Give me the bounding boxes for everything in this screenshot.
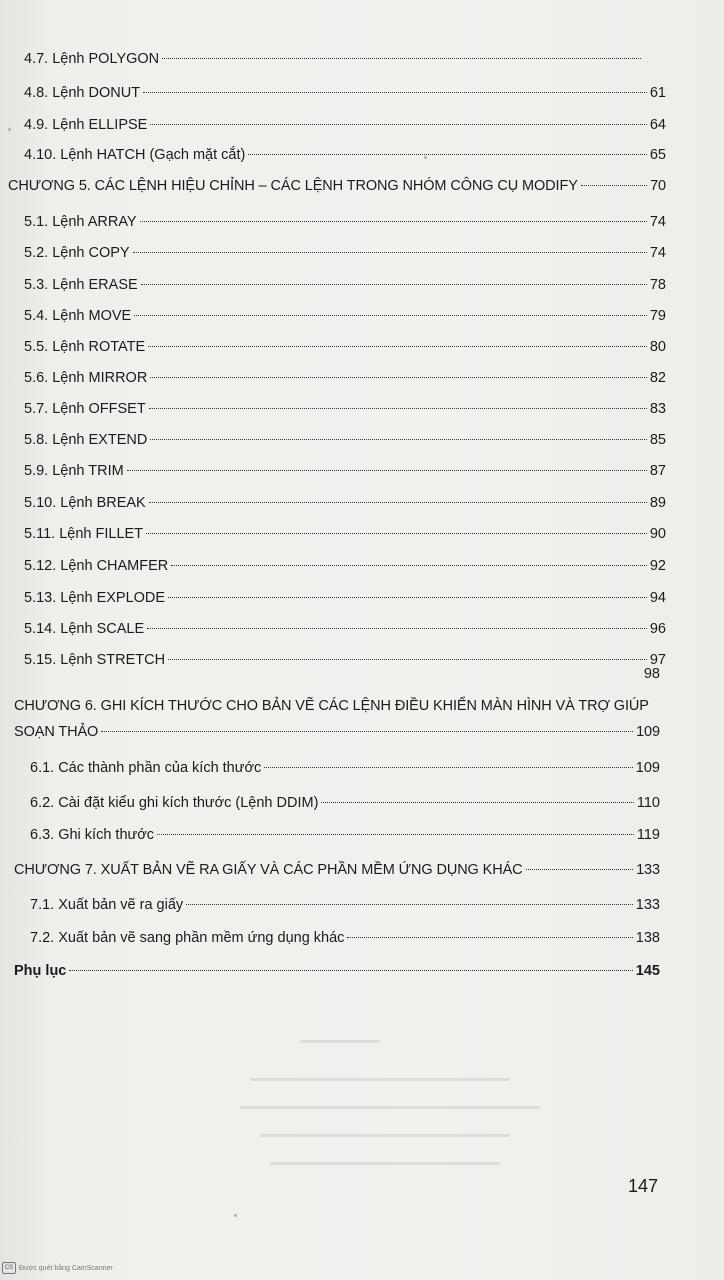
toc-entry[interactable] <box>24 589 666 607</box>
toc-chapter-label: CHƯƠNG 5. CÁC LỆNH HIỆU CHỈNH – CÁC LỆNH TRONG NHÓM CÔNG CỤ MODIFY <box>8 178 578 194</box>
toc-entry-page: 89 <box>649 495 666 511</box>
toc-leader-dots <box>162 58 641 59</box>
camscanner-logo-icon: CS <box>2 1262 16 1274</box>
toc-entry[interactable] <box>24 369 666 387</box>
toc-entry-page: 83 <box>649 401 666 417</box>
toc-entry-label: 5.5. Lệnh ROTATE <box>24 339 146 355</box>
toc-entry[interactable] <box>30 794 660 812</box>
toc-entry-page: 145 <box>635 963 660 979</box>
toc-entry-page: 98 <box>643 666 660 682</box>
toc-appendix[interactable] <box>14 962 660 980</box>
toc-entry-label: 5.8. Lệnh EXTEND <box>24 432 148 448</box>
toc-entry-label: 5.4. Lệnh MOVE <box>24 308 132 324</box>
toc-entry[interactable] <box>24 338 666 356</box>
toc-entry[interactable] <box>24 276 666 294</box>
toc-leader-dots <box>147 628 647 629</box>
toc-entry-page: 61 <box>649 85 666 101</box>
toc-entry-label: 5.14. Lệnh SCALE <box>24 621 145 637</box>
toc-entry-label: 5.13. Lệnh EXPLODE <box>24 590 166 606</box>
toc-entry-page: 74 <box>649 214 666 230</box>
toc-leader-dots <box>150 377 647 378</box>
toc-entry-page: 109 <box>636 724 660 740</box>
toc-entry-page: 97 <box>649 652 666 668</box>
toc-entry-page: 82 <box>649 370 666 386</box>
toc-entry[interactable] <box>24 665 660 683</box>
toc-leader-dots <box>171 565 647 566</box>
toc-leader-dots <box>526 869 634 870</box>
toc-entry-label: 7.1. Xuất bản vẽ ra giấy <box>30 897 184 913</box>
toc-leader-dots <box>149 408 647 409</box>
toc-entry-label: 6.3. Ghi kích thước <box>30 827 154 843</box>
toc-entry-label: Phụ lục <box>14 963 67 979</box>
toc-entry[interactable] <box>30 759 660 777</box>
toc-leader-dots <box>168 659 647 660</box>
toc-leader-dots <box>127 470 647 471</box>
toc-entry-label: 5.2. Lệnh COPY <box>24 245 130 261</box>
toc-leader-dots <box>149 502 647 503</box>
toc-leader-dots <box>134 315 647 316</box>
toc-leader-dots <box>264 767 633 768</box>
page-number: 147 <box>628 1176 659 1196</box>
toc-entry[interactable] <box>30 896 660 914</box>
toc-leader-dots <box>168 597 647 598</box>
toc-chapter-6[interactable] <box>14 697 654 715</box>
toc-entry-label: 4.8. Lệnh DONUT <box>24 85 141 101</box>
toc-entry-page: 94 <box>649 590 666 606</box>
toc-leader-dots <box>69 970 632 971</box>
toc-entry-page: 92 <box>649 558 666 574</box>
toc-entry[interactable] <box>24 494 666 512</box>
toc-leader-dots <box>150 124 647 125</box>
toc-entry[interactable] <box>24 400 666 418</box>
toc-entry-label: 4.10. Lệnh HATCH (Gạch mặt cắt) <box>24 147 246 163</box>
toc-entry[interactable] <box>24 557 666 575</box>
toc-entry-page: 90 <box>649 526 666 542</box>
toc-entry[interactable] <box>24 431 666 449</box>
toc-entry-page: 119 <box>636 827 660 843</box>
toc-entry[interactable] <box>24 213 666 231</box>
toc-leader-dots <box>133 252 647 253</box>
toc-entry-page: 138 <box>635 930 660 946</box>
toc-entry[interactable] <box>24 50 644 68</box>
toc-leader-dots <box>186 904 633 905</box>
toc-leader-dots <box>248 154 647 155</box>
toc-leader-dots <box>101 731 633 732</box>
toc-leader-dots <box>146 533 647 534</box>
toc-entry[interactable] <box>24 146 666 164</box>
toc-entry[interactable] <box>24 116 666 134</box>
toc-entry[interactable] <box>30 929 660 947</box>
scanner-watermark <box>2 1262 113 1274</box>
toc-entry-label: 4.7. Lệnh POLYGON <box>24 51 160 67</box>
watermark-text: Được quét bằng CamScanner <box>19 1264 113 1272</box>
toc-entry-page: 65 <box>649 147 666 163</box>
toc-entry-page: 80 <box>649 339 666 355</box>
toc-entry-label: 5.6. Lệnh MIRROR <box>24 370 148 386</box>
toc-leader-dots <box>140 221 647 222</box>
toc-entry[interactable] <box>24 307 666 325</box>
toc-entry-label: 5.1. Lệnh ARRAY <box>24 214 137 230</box>
toc-chapter-label: SOẠN THẢO <box>14 724 99 740</box>
toc-leader-dots <box>157 834 634 835</box>
toc-entry-page: 96 <box>649 621 666 637</box>
toc-entry[interactable] <box>24 462 666 480</box>
toc-entry-label: 6.2. Cài đặt kiểu ghi kích thước (Lệnh DDIM) <box>30 795 319 811</box>
toc-entry-label: 7.2. Xuất bản vẽ sang phần mềm ứng dụng khác <box>30 930 345 946</box>
toc-chapter-6-cont[interactable] <box>14 723 660 741</box>
toc-entry-page: 133 <box>635 897 660 913</box>
toc-entry-page: 133 <box>636 862 660 878</box>
toc-chapter-label: CHƯƠNG 7. XUẤT BẢN VẼ RA GIẤY VÀ CÁC PHẦN MỀM ỨNG DỤNG KHÁC <box>14 862 523 878</box>
toc-chapter-5[interactable] <box>8 177 666 195</box>
toc-entry-label: 5.12. Lệnh CHAMFER <box>24 558 169 574</box>
toc-entry-label: 5.11. Lệnh FILLET <box>24 526 144 542</box>
toc-entry-page: 85 <box>649 432 666 448</box>
toc-entry-page: 78 <box>649 277 666 293</box>
toc-leader-dots <box>148 346 647 347</box>
toc-entry[interactable] <box>30 826 660 844</box>
toc-entry-page: 64 <box>649 117 666 133</box>
toc-leader-dots <box>143 92 647 93</box>
toc-leader-dots <box>150 439 647 440</box>
toc-entry-label: 4.9. Lệnh ELLIPSE <box>24 117 148 133</box>
toc-entry[interactable] <box>24 244 666 262</box>
toc-entry-label: 6.1. Các thành phần của kích thước <box>30 760 262 776</box>
toc-chapter-7[interactable] <box>14 861 660 879</box>
toc-entry-page: 87 <box>649 463 666 479</box>
toc-entry-label: 5.9. Lệnh TRIM <box>24 463 124 479</box>
toc-leader-dots <box>347 937 632 938</box>
toc-entry-page: 79 <box>649 308 666 324</box>
toc-entry-page: 110 <box>636 795 660 811</box>
toc-entry-label: 5.15. Lệnh STRETCH <box>24 652 166 668</box>
toc-entry-page: 74 <box>649 245 666 261</box>
toc-entry-label: 5.3. Lệnh ERASE <box>24 277 138 293</box>
toc-entry-label: 5.7. Lệnh OFFSET <box>24 401 146 417</box>
toc-entry-page: 70 <box>650 178 666 194</box>
toc-entry-page: 109 <box>635 760 660 776</box>
toc-leader-dots <box>321 802 633 803</box>
toc-entry[interactable] <box>24 84 666 102</box>
toc-chapter-label: CHƯƠNG 6. GHI KÍCH THƯỚC CHO BẢN VẼ CÁC LỆNH ĐIỀU KHIỂN MÀN HÌNH VÀ TRỢ GIÚP <box>14 698 649 714</box>
toc-leader-dots <box>581 185 647 186</box>
toc-entry[interactable] <box>24 525 666 543</box>
toc-entry[interactable] <box>24 620 666 638</box>
toc-leader-dots <box>141 284 647 285</box>
toc-entry-label: 5.10. Lệnh BREAK <box>24 495 146 511</box>
